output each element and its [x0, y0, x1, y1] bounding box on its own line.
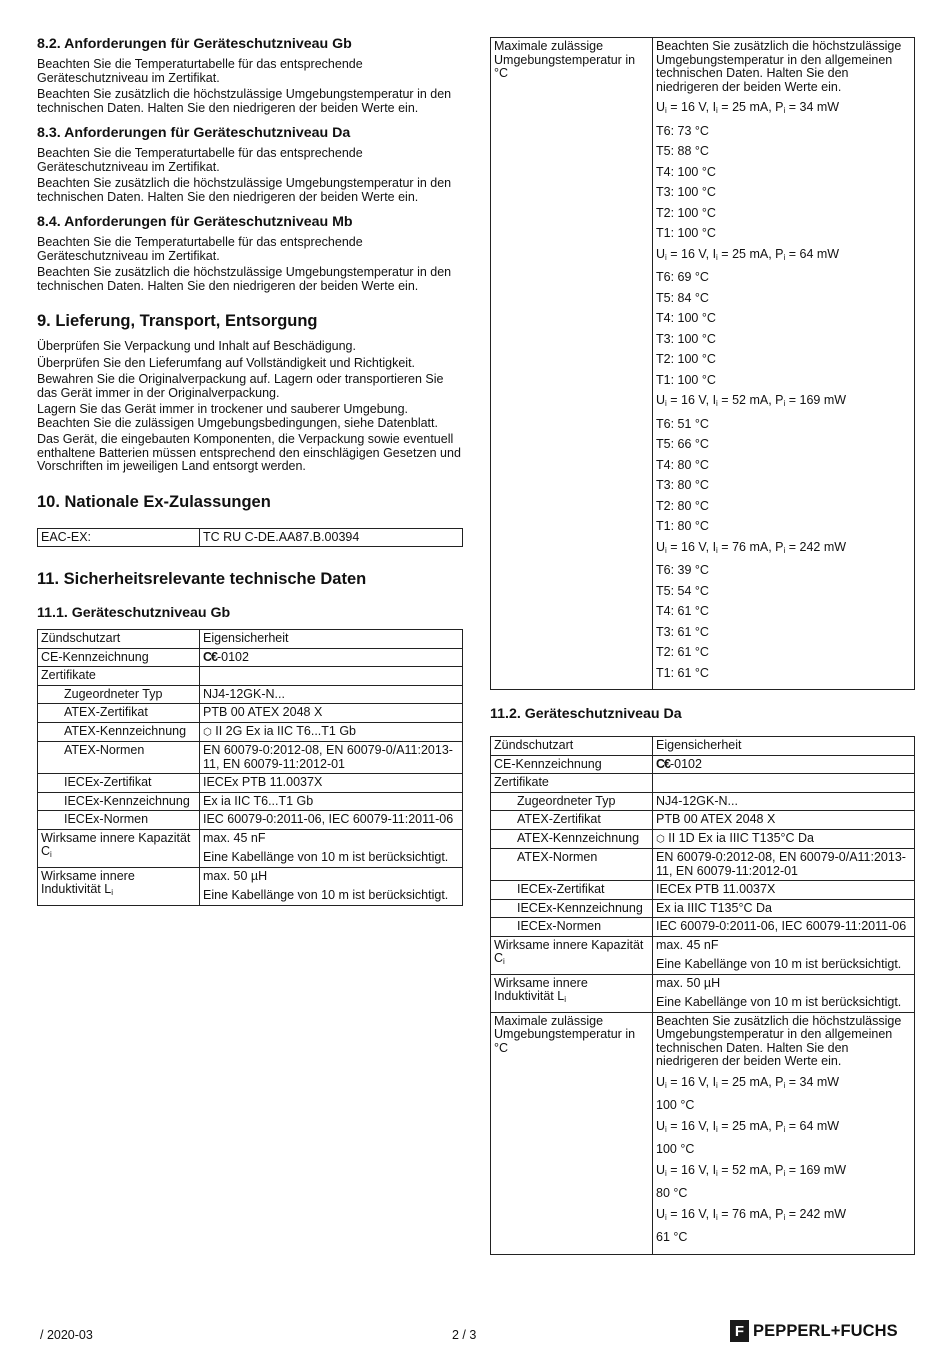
table-key: Zugeordneter Typ	[491, 792, 653, 811]
value-line: Beachten Sie zusätzlich die höchstzulässige Umgebungstemperatur in den allgemeinen technischen Daten. Halten Sie den niedrigeren der beiden Werte ein.	[656, 39, 902, 94]
table-key: IECEx-Zertifikat	[491, 881, 653, 900]
ce-mark-icon: C€	[203, 649, 217, 664]
table-key: IECEx-Kennzeichnung	[38, 792, 200, 811]
table-row	[491, 811, 915, 830]
table-key: Maximale zulässige Umgebungstemperatur in °C	[491, 38, 653, 690]
table-row	[38, 811, 463, 830]
temperature-value: T4: 100 °C	[656, 311, 716, 325]
table-key: ATEX-Zertifikat	[38, 704, 200, 723]
table-value: EN 60079-0:2012-08, EN 60079-0/A11:2013-11, EN 60079-11:2012-01	[200, 742, 463, 774]
table-value	[200, 722, 463, 742]
table-value: Eigensicherheit	[653, 737, 915, 756]
table-key	[38, 867, 200, 905]
table-row	[38, 829, 463, 867]
table-key: Zündschutzart	[491, 737, 653, 756]
table-key: Zertifikate	[38, 667, 200, 686]
table-value: Ex ia IIIC T135°C Da	[653, 899, 915, 918]
table-row	[38, 704, 463, 723]
paragraph: Beachten Sie die Temperaturtabelle für das entsprechende Geräteschutzniveau im Zertifikat.	[37, 57, 363, 85]
section-title: 8.4. Anforderungen für Geräteschutzniveau Mb	[37, 214, 353, 230]
temperature-value: 61 °C	[656, 1230, 688, 1244]
table-value: IECEx PTB 11.0037X	[653, 881, 915, 900]
temperature-value: T5: 84 °C	[656, 290, 709, 305]
table-row	[38, 774, 463, 793]
temperature-value: T2: 80 °C	[656, 498, 709, 513]
temperature-value: T2: 100 °C	[656, 205, 716, 220]
table-value	[200, 667, 463, 686]
table-key: IECEx-Zertifikat	[38, 774, 200, 793]
table-value	[653, 936, 915, 974]
temperature-value: T3: 100 °C	[656, 331, 716, 346]
subscript: i	[564, 995, 566, 1004]
table-key: EAC-EX:	[38, 528, 200, 547]
table-value: IEC 60079-0:2011-06, IEC 60079-11:2011-06	[653, 918, 915, 937]
ce-number: -0102	[669, 756, 702, 771]
temperature-value: T1: 80 °C	[656, 519, 709, 533]
table-row	[491, 899, 915, 918]
table-key: ATEX-Normen	[38, 742, 200, 774]
paragraph: Beachten Sie die Temperaturtabelle für das entsprechende Geräteschutzniveau im Zertifikat.	[37, 235, 363, 263]
temperature-value: T1: 100 °C	[656, 226, 716, 240]
table-row	[491, 755, 915, 774]
section-title: 9. Lieferung, Transport, Entsorgung	[37, 312, 318, 330]
temperature-value: T3: 80 °C	[656, 478, 709, 492]
atex-marking: II 2G Ex ia IIC T6...T1 Gb	[215, 723, 357, 738]
subscript: i	[50, 850, 52, 859]
table-value: NJ4-12GK-N...	[200, 685, 463, 704]
table-row	[491, 737, 915, 756]
table-row	[38, 667, 463, 686]
table-key: IECEx-Kennzeichnung	[491, 899, 653, 918]
table-key: Zündschutzart	[38, 630, 200, 649]
table-value	[653, 974, 915, 1012]
table-key: IECEx-Normen	[38, 811, 200, 830]
value-line: max. 50 µH	[203, 868, 268, 883]
key-text: Wirksame innere Kapazität C	[41, 830, 191, 858]
table-row	[38, 648, 463, 667]
gb-data-table	[37, 629, 463, 906]
temperature-value: T5: 66 °C	[656, 437, 709, 451]
temperature-value: T1: 61 °C	[656, 665, 709, 680]
pepperl-fuchs-logo-icon: F	[730, 1320, 749, 1342]
table-value	[200, 648, 463, 667]
paragraph: Beachten Sie zusätzlich die höchstzulässige Umgebungstemperatur in den technischen Daten. Halten Sie den niedrigeren der beiden Werte ein.	[37, 265, 452, 293]
table-value: PTB 00 ATEX 2048 X	[200, 704, 463, 723]
temperature-condition: $U_i = 16$ V, $I_i = 25$ mA, $P_i = 64$ mW	[656, 246, 840, 262]
temperature-condition: $U_i = 16$ V, $I_i = 76$ mA, $P_i = 242$ mW	[656, 1206, 847, 1222]
paragraph: Beachten Sie zusätzlich die höchstzulässige Umgebungstemperatur in den technischen Daten. Halten Sie den niedrigeren der beiden Werte ein.	[37, 87, 452, 115]
section-title: 8.3. Anforderungen für Geräteschutzniveau Da	[37, 125, 351, 141]
da-data-table	[490, 736, 915, 1255]
temperature-value: T4: 61 °C	[656, 604, 709, 618]
ex-hexagon-icon: ⬡	[656, 833, 665, 845]
value-line: Eine Kabellänge von 10 m ist berücksichtigt.	[203, 888, 449, 902]
temperature-value: 100 °C	[656, 1142, 695, 1156]
value-line: Eine Kabellänge von 10 m ist berücksichtigt.	[203, 850, 449, 864]
section-title: 8.2. Anforderungen für Geräteschutzniveau Gb	[37, 36, 352, 52]
value-line: max. 45 nF	[656, 937, 719, 952]
key-text: Wirksame innere Kapazität C	[494, 937, 644, 965]
section-title: 10. Nationale Ex-Zulassungen	[37, 492, 271, 511]
table-key: ATEX-Kennzeichnung	[491, 829, 653, 849]
temperature-value: T2: 100 °C	[656, 352, 716, 366]
temperature-value: T4: 80 °C	[656, 457, 709, 472]
section-11-title: 11. Sicherheitsrelevante technische Daten	[37, 570, 367, 588]
table-value	[200, 829, 463, 867]
table-row	[491, 881, 915, 900]
value-line: Eine Kabellänge von 10 m ist berücksichtigt.	[656, 957, 902, 971]
value-line: max. 50 µH	[656, 975, 721, 990]
section-8-3	[37, 125, 463, 204]
table-value: NJ4-12GK-N...	[653, 792, 915, 811]
table-row	[38, 792, 463, 811]
right-column	[490, 37, 915, 1255]
table-row	[491, 936, 915, 974]
subscript: i	[111, 888, 113, 897]
table-row	[38, 685, 463, 704]
temperature-value: T6: 39 °C	[656, 563, 709, 577]
table-value	[653, 774, 915, 793]
paragraph: Überprüfen Sie Verpackung und Inhalt auf Beschädigung.	[37, 339, 356, 353]
table-value	[653, 1012, 915, 1254]
temperature-condition: $U_i = 16$ V, $I_i = 52$ mA, $P_i = 169$ mW	[656, 393, 847, 408]
ex-hexagon-icon: ⬡	[203, 726, 212, 738]
section-11-1-title: 11.1. Geräteschutzniveau Gb	[37, 605, 231, 621]
brand-logo	[730, 1320, 898, 1342]
logo-text: PEPPERL+FUCHS	[753, 1321, 898, 1340]
table-key: Maximale zulässige Umgebungstemperatur in °C	[491, 1012, 653, 1254]
value-line: Eine Kabellänge von 10 m ist berücksichtigt.	[656, 995, 902, 1009]
temperature-value: T6: 51 °C	[656, 416, 709, 431]
paragraph: Überprüfen Sie den Lieferumfang auf Vollständigkeit und Richtigkeit.	[37, 355, 416, 370]
paragraph: Lagern Sie das Gerät immer in trockener und sauberer Umgebung. Beachten Sie die zulässigen Umgebungsbedingungen, siehe Datenblatt.	[37, 402, 438, 430]
temperature-value: T2: 61 °C	[656, 645, 709, 659]
temperature-value: T5: 54 °C	[656, 583, 709, 598]
table-row	[38, 528, 463, 547]
table-value: Eigensicherheit	[200, 630, 463, 649]
section-8-2	[37, 36, 463, 115]
table-value	[653, 755, 915, 774]
table-row	[491, 774, 915, 793]
temperature-value: T1: 100 °C	[656, 372, 716, 387]
temperature-condition: $U_i = 16$ V, $I_i = 76$ mA, $P_i = 242$ mW	[656, 539, 847, 555]
table-value	[653, 38, 915, 690]
table-key	[38, 829, 200, 867]
temperature-value: T6: 69 °C	[656, 270, 709, 284]
table-row	[491, 849, 915, 881]
temperature-value: 80 °C	[656, 1186, 688, 1200]
table-row	[491, 829, 915, 849]
table-value	[653, 829, 915, 849]
paragraph: Beachten Sie zusätzlich die höchstzulässige Umgebungstemperatur in den technischen Daten. Halten Sie den niedrigeren der beiden Werte ein.	[37, 176, 452, 204]
table-row	[491, 792, 915, 811]
table-row	[38, 722, 463, 742]
table-value: IECEx PTB 11.0037X	[200, 774, 463, 793]
table-row	[38, 630, 463, 649]
temperature-value: T5: 88 °C	[656, 144, 709, 158]
temperature-value: T4: 100 °C	[656, 164, 716, 179]
subscript: i	[503, 957, 505, 966]
table-key: Zugeordneter Typ	[38, 685, 200, 704]
section-11-2-title: 11.2. Geräteschutzniveau Da	[490, 706, 682, 722]
section-8-4	[37, 214, 463, 293]
section-10	[37, 492, 463, 548]
table-key: ATEX-Normen	[491, 849, 653, 881]
footer-page-number: 2 / 3	[452, 1328, 477, 1342]
table-key	[491, 974, 653, 1012]
table-row	[491, 974, 915, 1012]
table-key: Zertifikate	[491, 774, 653, 793]
table-value: Ex ia IIC T6...T1 Gb	[200, 792, 463, 811]
paragraph: Bewahren Sie die Originalverpackung auf. Lagern oder transportieren Sie das Gerät immer in der Originalverpackung.	[37, 372, 444, 400]
paragraph: Das Gerät, die eingebauten Komponenten, die Verpackung sowie eventuell enthaltene Batterien müssen entsprechend den einschlägigen Gesetzen und Vorschriften im jeweiligen Land entsorgt werden.	[37, 432, 461, 473]
key-text: Wirksame innere Induktivität L	[41, 868, 135, 896]
temperature-value: T3: 100 °C	[656, 185, 716, 199]
temperature-condition: $U_i = 16$ V, $I_i = 25$ mA, $P_i = 34$ mW	[656, 100, 840, 115]
temperature-condition: $U_i = 16$ V, $I_i = 52$ mA, $P_i = 169$ mW	[656, 1162, 847, 1178]
gb-temperature-table	[490, 37, 915, 690]
approval-table	[37, 528, 463, 548]
temperature-value: 100 °C	[656, 1098, 695, 1112]
atex-marking: II 1D Ex ia IIIC T135°C Da	[668, 830, 815, 845]
table-value: EN 60079-0:2012-08, EN 60079-0/A11:2013-11, EN 60079-11:2012-01	[653, 849, 915, 881]
table-key: CE-Kennzeichnung	[491, 755, 653, 774]
section-9	[37, 311, 463, 474]
table-value	[200, 867, 463, 905]
table-row	[38, 742, 463, 774]
table-key	[491, 936, 653, 974]
temperature-condition: $U_i = 16$ V, $I_i = 25$ mA, $P_i = 64$ mW	[656, 1118, 840, 1134]
ce-number: -0102	[216, 649, 249, 664]
table-row	[38, 867, 463, 905]
table-key: IECEx-Normen	[491, 918, 653, 937]
table-value: TC RU C-DE.AA87.B.00394	[200, 528, 463, 547]
temperature-condition: $U_i = 16$ V, $I_i = 25$ mA, $P_i = 34$ mW	[656, 1074, 840, 1090]
temperature-value: T3: 61 °C	[656, 624, 709, 639]
value-line: max. 45 nF	[203, 830, 266, 845]
value-line: Beachten Sie zusätzlich die höchstzulässige Umgebungstemperatur in den allgemeinen technischen Daten. Halten Sie den niedrigeren der beiden Werte ein.	[656, 1013, 902, 1068]
paragraph: Beachten Sie die Temperaturtabelle für das entsprechende Geräteschutzniveau im Zertifikat.	[37, 146, 363, 174]
table-key: CE-Kennzeichnung	[38, 648, 200, 667]
left-column	[37, 36, 463, 906]
table-row	[491, 1012, 915, 1254]
table-row	[491, 918, 915, 937]
key-text: Wirksame innere Induktivität L	[494, 975, 588, 1003]
table-value: PTB 00 ATEX 2048 X	[653, 811, 915, 830]
table-row	[491, 38, 915, 690]
ce-mark-icon: C€	[656, 756, 670, 771]
table-key: ATEX-Kennzeichnung	[38, 722, 200, 742]
temperature-value: T6: 73 °C	[656, 123, 709, 138]
table-value: IEC 60079-0:2011-06, IEC 60079-11:2011-06	[200, 811, 463, 830]
footer-date: / 2020-03	[40, 1328, 93, 1342]
table-key: ATEX-Zertifikat	[491, 811, 653, 830]
